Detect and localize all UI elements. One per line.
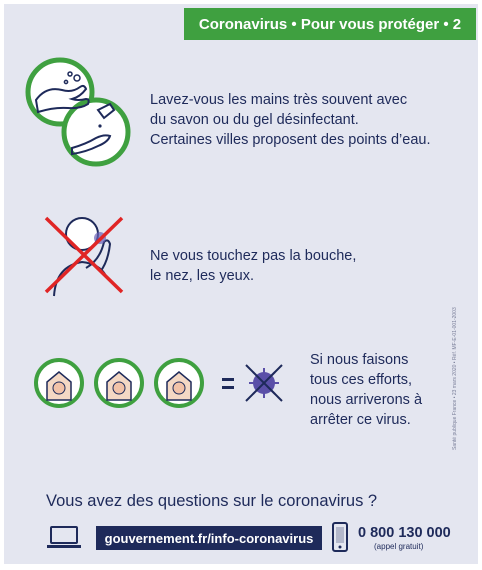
home-icon — [36, 360, 82, 406]
tip-efforts — [310, 350, 422, 430]
tip-line: le nez, les yeux. — [150, 268, 254, 284]
info-url-link[interactable]: gouvernement.fr/info-coronavirus — [96, 526, 322, 550]
header-title: Coronavirus • Pour vous protéger • 2 — [184, 8, 476, 40]
phone-note: (appel gratuit) — [374, 542, 424, 551]
tip-line: arrêter ce virus. — [310, 412, 411, 428]
side-credit: Santé publique France • 23 mars 2020 • Réf. MF-E-01-001-2003 — [452, 307, 458, 450]
tip-line: tous ces efforts, — [310, 372, 413, 388]
phone-icon — [332, 522, 348, 552]
tip-line: Ne vous touchez pas la bouche, — [150, 248, 357, 264]
equals-icon — [222, 378, 234, 389]
tip-line: nous arriverons à — [310, 392, 423, 408]
tip-line: Certaines villes proposent des points d’eau. — [150, 132, 431, 148]
tip-hand-washing — [150, 90, 431, 150]
crossed-virus-icon — [246, 365, 282, 401]
tip-line: du savon ou du gel désinfectant. — [150, 112, 359, 128]
home-icon — [156, 360, 202, 406]
stay-home-equals-no-virus-icon — [34, 358, 294, 418]
tip-line: Lavez-vous les mains très souvent avec — [150, 92, 408, 108]
phone-number[interactable]: 0 800 130 000 — [358, 525, 451, 541]
laptop-icon — [46, 526, 82, 550]
no-face-touching-icon — [42, 212, 128, 298]
hand-washing-icon — [22, 56, 134, 168]
footer-question: Vous avez des questions sur le coronavirus ? — [46, 492, 378, 510]
tip-face-touching — [150, 246, 356, 286]
tip-line: Si nous faisons — [310, 352, 409, 368]
home-icon — [96, 360, 142, 406]
